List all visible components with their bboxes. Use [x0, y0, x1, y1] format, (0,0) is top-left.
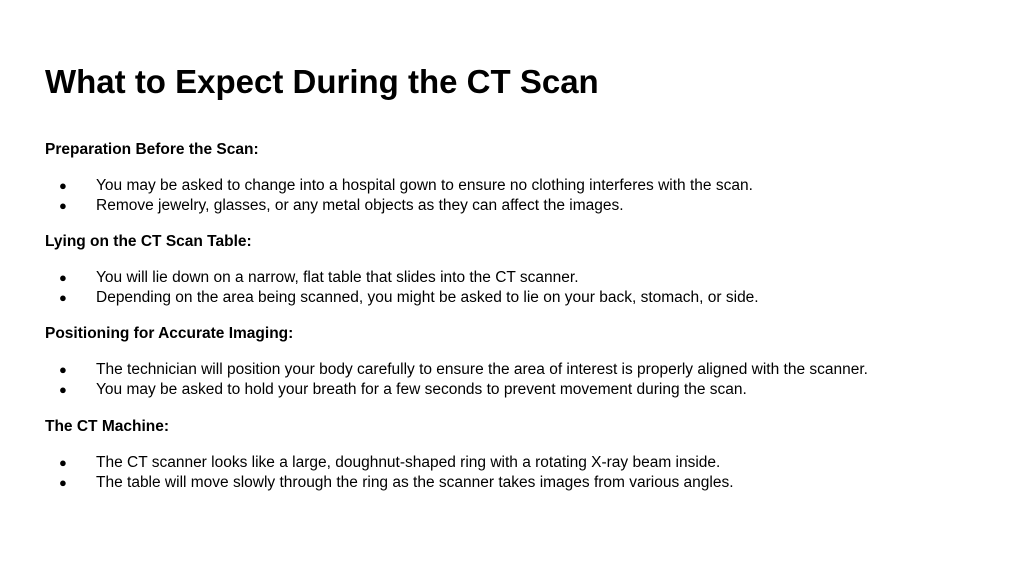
bullet-list: [45, 176, 1005, 216]
bullet-icon: ●: [59, 382, 67, 397]
bullet-text: You may be asked to hold your breath for a few seconds to prevent movement during the scan.: [96, 381, 747, 398]
bullet-text: Depending on the area being scanned, you might be asked to lie on your back, stomach, or side.: [96, 289, 759, 306]
bullet-icon: ●: [59, 198, 67, 213]
section-positioning: [45, 324, 1005, 400]
bullet-icon: ●: [59, 290, 67, 305]
bullet-icon: ●: [59, 178, 67, 193]
bullet-item: [45, 268, 1005, 288]
bullet-icon: ●: [59, 475, 67, 490]
section-heading: The CT Machine:: [45, 418, 170, 435]
section-heading: Lying on the CT Scan Table:: [45, 233, 252, 250]
bullet-item: [45, 380, 1005, 400]
bullet-item: [45, 453, 1005, 473]
section-lying-on-table: [45, 232, 1005, 308]
bullet-icon: ●: [59, 455, 67, 470]
bullet-text: The CT scanner looks like a large, doughnut-shaped ring with a rotating X-ray beam inside.: [96, 454, 721, 471]
bullet-list: [45, 360, 1005, 400]
bullet-item: [45, 176, 1005, 196]
section-preparation: [45, 140, 1005, 216]
bullet-text: You may be asked to change into a hospital gown to ensure no clothing interferes with the scan.: [96, 177, 753, 194]
page-title: What to Expect During the CT Scan: [45, 63, 599, 100]
bullet-item: [45, 473, 1005, 493]
bullet-item: [45, 360, 1005, 380]
bullet-text: The table will move slowly through the ring as the scanner takes images from various angles.: [96, 474, 734, 491]
bullet-list: [45, 453, 1005, 493]
section-heading: Positioning for Accurate Imaging:: [45, 325, 294, 342]
section-ct-machine: [45, 417, 1005, 493]
bullet-icon: ●: [59, 270, 67, 285]
bullet-icon: ●: [59, 362, 67, 377]
section-heading: Preparation Before the Scan:: [45, 141, 259, 158]
bullet-text: The technician will position your body carefully to ensure the area of interest is properly aligned with the scanner.: [96, 361, 868, 378]
bullet-item: [45, 196, 1005, 216]
bullet-item: [45, 288, 1005, 308]
bullet-list: [45, 268, 1005, 308]
bullet-text: You will lie down on a narrow, flat table that slides into the CT scanner.: [96, 269, 579, 286]
bullet-text: Remove jewelry, glasses, or any metal objects as they can affect the images.: [96, 197, 624, 214]
